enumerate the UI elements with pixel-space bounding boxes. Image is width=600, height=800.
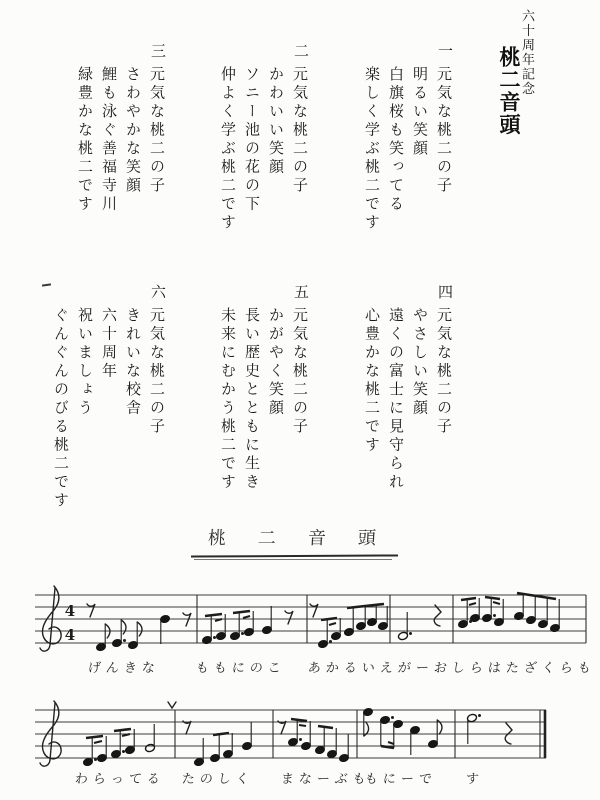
verse-4-number: 四 — [437, 283, 453, 301]
verse-1-number: 一 — [437, 42, 453, 60]
verse-4-line-3: 遠くの富士に見守られ — [387, 307, 405, 492]
score-title-underline — [191, 554, 398, 557]
verse-5-line-2: かがやく笑顔 — [267, 307, 285, 418]
verse-6-line-5: ぐんぐんのびる桃二です — [52, 307, 70, 511]
verse-1-line-3: 白旗桜も笑ってる — [387, 66, 405, 214]
verse-3-line-2: さわやかな笑顔 — [124, 66, 142, 196]
verse-2-line-1: 元気な桃二の子 — [291, 66, 309, 196]
score-title-underline-2 — [194, 559, 392, 560]
staff-1-lyrics — [0, 657, 600, 679]
verse-4-line-2: やさしい笑顔 — [411, 307, 429, 418]
lyric-syllable: す — [465, 772, 485, 787]
verse-5-line-4: 未来にむかう桃二です — [219, 307, 237, 492]
verse-2 — [216, 40, 312, 271]
verse-6-number: 六 — [150, 283, 166, 301]
verse-5-number: 五 — [293, 283, 309, 301]
lyric-syllable: たのしく — [181, 772, 255, 787]
verse-4 — [360, 281, 456, 522]
verse-2-line-2: かわいい笑顔 — [267, 66, 285, 177]
staff-2-lyrics — [0, 768, 600, 790]
verse-3-line-3: 鯉も泳ぐ善福寺川 — [100, 66, 118, 214]
anniversary-subtitle: 六十周年記念 — [519, 9, 534, 96]
verse-4-line-4: 心豊かな桃二です — [363, 307, 381, 455]
verse-4-line-1: 元気な桃二の子 — [435, 307, 453, 437]
verse-3-line-4: 緑豊かな桃二です — [76, 66, 94, 214]
lyric-syllable: しらはたざくらも — [451, 661, 597, 676]
verse-6-line-2: きれいな校舎 — [124, 307, 142, 418]
lyric-syllable: まなーぶも — [280, 772, 372, 787]
verse-3-line-1: 元気な桃二の子 — [148, 66, 166, 196]
svg-text:4: 4 — [64, 602, 76, 620]
verse-1-line-1: 元気な桃二の子 — [435, 66, 453, 196]
verse-6 — [49, 281, 169, 542]
verse-5-line-3: 長い歴史とともに生き — [243, 307, 261, 492]
verse-5-line-1: 元気な桃二の子 — [291, 307, 309, 437]
verse-3 — [73, 40, 169, 271]
verse-1-line-2: 明るい笑顔 — [411, 66, 429, 159]
lyric-syllable: もにーで — [364, 772, 438, 787]
verse-2-number: 二 — [293, 42, 309, 60]
verse-3-number: 三 — [150, 42, 166, 60]
lyric-syllable: あかるいえがーお — [307, 661, 453, 676]
verse-6-line-1: 元気な桃二の子 — [148, 307, 166, 437]
lyric-syllable: ももにのこ — [195, 661, 287, 676]
page-title: 桃二音頭 — [497, 46, 522, 136]
score-title: 桃二音頭 — [207, 528, 409, 549]
verse-2-line-3: ソニー池の花の下 — [243, 66, 261, 214]
svg-text:4: 4 — [64, 626, 76, 644]
verse-2-line-4: 仲よく学ぶ桃二です — [219, 66, 237, 233]
verse-1-line-4: 楽しく学ぶ桃二です — [363, 66, 381, 233]
lyric-syllable: げんきな — [87, 661, 161, 676]
verse-6-line-3: 六十周年 — [100, 307, 118, 381]
lyric-syllable: わらってる — [74, 772, 166, 787]
verse-6-line-4: 祝いましょう — [76, 307, 94, 418]
verse-5 — [216, 281, 312, 522]
verse-1 — [360, 40, 456, 271]
